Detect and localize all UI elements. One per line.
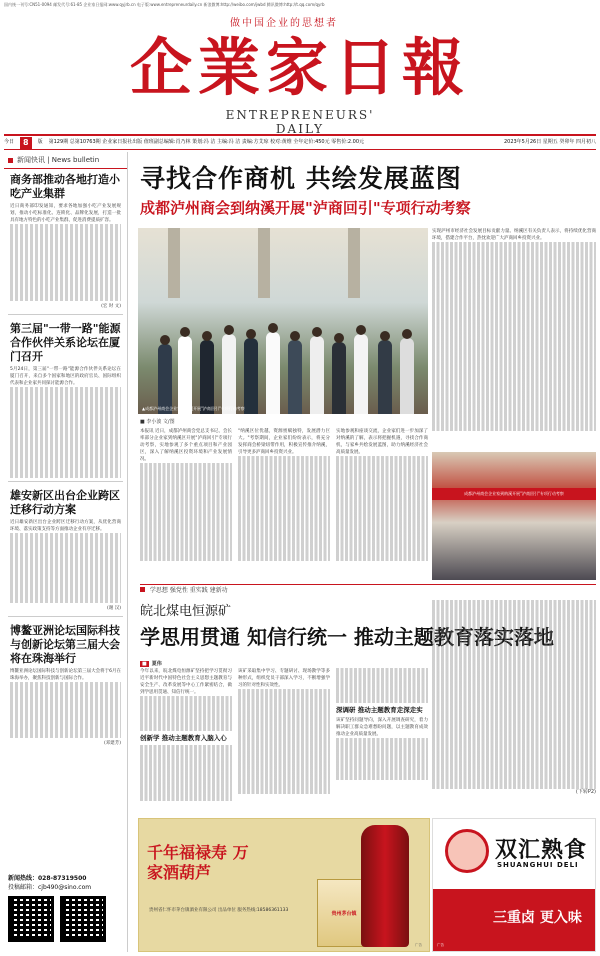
ad-brand: 双汇熟食: [495, 838, 588, 863]
lead-right-column: 实现泸州市经济社会发展目标贡献力量。纳溪区有关负责人表示，将持续优化营商环境，搭建合作平台，热忱欢迎广大泸商回乡投资兴业。: [432, 228, 596, 448]
author-icon: ■: [142, 661, 147, 667]
article-subhead: 深调研 推动主题教育走深走实: [336, 706, 423, 714]
lead-column-2: "纳溪区位优越，资源禀赋独特，发展潜力巨大。"考察期间，企业家们纷纷表示，将充分发挥商会桥梁纽带作用，积极宣传推介纳溪，引导更多泸商回乡投资兴业。: [238, 428, 330, 580]
newspaper-logo-en: ENTREPRENEURS' DAILY: [225, 108, 375, 136]
ad-label: 广告: [437, 943, 444, 947]
sidebar-item-2[interactable]: [4, 318, 127, 478]
group-photo[interactable]: [432, 452, 596, 580]
square-icon: [8, 158, 13, 163]
lead-column-1: 本报讯 近日，成都泸州商会党总支书记、会长率部分企业家到纳溪区开展"泸商回引"专项行动考察，实地参观了多个重点项目和产业园区，深入了解纳溪区投资环境和产业发展情况。: [140, 428, 232, 580]
sidebar-item-body: 近日商务部印发通知，要求各地加强小吃产业发展规划，推动小吃标准化、连锁化、品牌化发展，打造一批具有地方特色的小吃产业集群，促进消费提质扩容。: [4, 203, 127, 301]
news-bulletin-sidebar: [4, 152, 128, 952]
divider: [8, 314, 123, 315]
lead-byline: ■ 李小波 文/图: [140, 419, 175, 425]
article-column-1: 今年以来，皖北煤电恒源矿坚持把学习贯彻习近平新时代中国特色社会主义思想主题教育与安全生产、改革发展等中心工作紧密结合，做到学思用贯通、知信行统一。 创新学 推动主题教育入脑入心: [140, 668, 232, 814]
contact-box: [8, 874, 126, 945]
sidebar-item-body: 5月24日，第三届"一带一路"能源合作伙伴关系论坛在厦门召开，来自多个国家和地区的政府官员、国际组织代表和企业家共同探讨能源合作。: [4, 366, 127, 478]
article-kicker: 皖北煤电恒源矿: [140, 604, 232, 619]
sidebar-item-4[interactable]: [4, 620, 127, 748]
liquor-advertisement[interactable]: [138, 818, 430, 952]
photo-banner: 成都泸州商会企业家到纳溪开展"泸商回引"专项行动考察: [432, 488, 596, 500]
gift-box-image: 贵州茅台镇: [317, 879, 369, 947]
article-author: ■ 夏伟: [142, 661, 162, 667]
sidebar-item-source: (宏 时 文): [101, 304, 121, 309]
newspaper-logo[interactable]: 企業家日報: [129, 31, 470, 104]
photo-caption: ▲成都泸州商会企业家到纳溪开展"泸商回引"专项行动考察: [142, 406, 245, 411]
sidebar-item-body: 近日雄安新区出台企业跨区迁移行动方案，从优化营商环境、落实政策支持等方面推动企业有序迁移。: [4, 519, 127, 603]
issue-date: 2023年5月26日 星期五 癸卯年 四月初八: [503, 139, 596, 145]
section-tag: 学思想 强党性 重实践 建新功: [140, 584, 596, 596]
ad-slogan: 三重卤 更入味: [493, 910, 582, 926]
issue-info-bar: [4, 134, 596, 150]
ad-contact-text: 贵州省仁怀市茅台镇酒业有限公司 出品单位 服务热线:18586361133: [149, 908, 289, 913]
square-icon: [140, 587, 145, 592]
sidebar-item-title[interactable]: 商务部推动各地打造小吃产业集群: [10, 173, 120, 200]
lead-photo[interactable]: [138, 228, 428, 414]
sidebar-item-title[interactable]: 雄安新区出台企业跨区迁移行动方案: [10, 489, 120, 516]
divider: [8, 616, 123, 617]
sidebar-item-source: (谢 汉): [107, 606, 121, 611]
news-bulletin-tag: 新闻快讯 | News bulletin: [4, 152, 127, 169]
continued-marker[interactable]: (下转P2): [575, 789, 596, 795]
lead-headline[interactable]: 寻找合作商机 共绘发展蓝图: [140, 164, 462, 193]
article-subhead: 创新学 推动主题教育入脑入心: [140, 734, 227, 742]
pig-logo-icon: [445, 829, 489, 873]
ad-brand-en: SHUANGHUI DELI: [497, 861, 579, 869]
email-text[interactable]: 投稿邮箱：cjb490@sino.com: [8, 884, 92, 891]
today-label: 今日: [4, 139, 15, 145]
qr-code-icon[interactable]: [8, 896, 54, 942]
qr-code-icon[interactable]: [60, 896, 106, 942]
ad-headline: 千年福禄寿 万家酒葫芦: [147, 843, 249, 882]
hotline-text: 新闻热线：028-87319500: [8, 875, 87, 882]
top-masthead-line: 国内统一刊号:CN51-0094 邮发代号:61-85 企业家日报网:www.qyjrb.cn 电子版:www.entrepreneurdaily.cn 新浪微博:http://weibo.com/jwbd 腾讯微博:http://t.qq.com/qyrb: [4, 2, 325, 7]
article-column-2: 该矿采取集中学习、专题研讨、现场教学等多种形式，组织党员干部深入学习，不断增强学习的针对性和实效性。: [238, 668, 330, 814]
lead-subheadline: 成都泸州商会到纳溪开展"泸商回引"专项行动考察: [140, 199, 471, 217]
divider: [8, 481, 123, 482]
ad-label: 广告: [415, 943, 422, 947]
article-column-3: 深调研 推动主题教育走深走实 该矿坚持问题导向，深入开展调查研究，着力解决职工群众急难愁盼问题，以主题教育成效推动企业高质量发展。: [336, 668, 428, 814]
sidebar-item-3[interactable]: [4, 485, 127, 613]
masthead-slogan: 做中国企业的思想者: [230, 18, 338, 29]
sidebar-item-body: 博鳌亚洲论坛国际科技与创新论坛第三届大会将于6月在珠海举办，聚焦科技创新与国际合作。: [4, 668, 127, 738]
page-number-badge: 8: [20, 137, 32, 149]
lead-column-3: 实地参观和座谈交流，企业家们进一步加深了对纳溪的了解，表示将把握机遇，寻找合作商机，与家乡共绘发展蓝图，助力纳溪经济社会高质量发展。: [336, 428, 428, 580]
shuanghui-advertisement[interactable]: [432, 818, 596, 952]
article-headline[interactable]: 学思用贯通 知信行统一 推动主题教育落实落地: [140, 625, 554, 649]
article-column-4: [432, 600, 596, 808]
sidebar-item-title[interactable]: 第三届"一带一路"能源合作伙伴关系论坛在厦门召开: [10, 322, 121, 363]
gourd-bottle-image: [361, 825, 409, 947]
page-label: 版: [37, 139, 43, 145]
issue-details: 第129期 总第10763期 企业家日报社出版 值班副总编辑:肖乃林 策划:冯 洁 主编:冯 洁 责编:方艾琼 校对:黄维 全年定价:450元 零售价:2.00元: [48, 139, 365, 145]
sidebar-item-1[interactable]: [4, 169, 127, 311]
sidebar-item-source: (邓建芳): [103, 741, 121, 746]
sidebar-item-title[interactable]: 博鳌亚洲论坛国际科技与创新论坛第三届大会将在珠海举行: [10, 624, 120, 665]
